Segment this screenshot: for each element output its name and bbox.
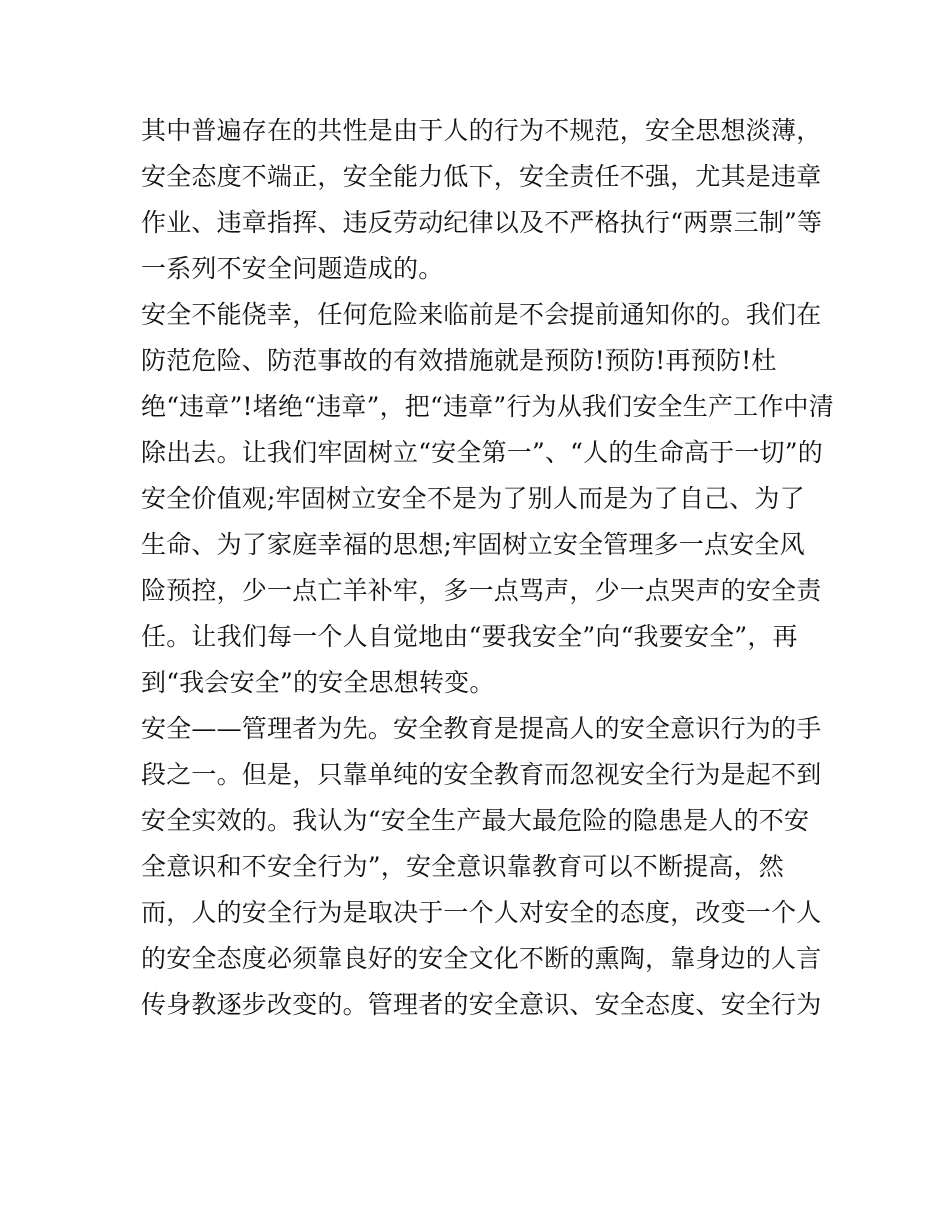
text-line: 作业、违章指挥、违反劳动纪律以及不严格执行“两票三制”等	[141, 208, 823, 237]
text-line: 安全不能侥幸，任何危险来临前是不会提前通知你的。我们在	[141, 300, 822, 329]
text-line: 到“我会安全”的安全思想转变。	[141, 668, 495, 697]
text-line: 安全——管理者为先。安全教育是提高人的安全意识行为的手	[141, 714, 822, 743]
text-line: 任。让我们每一个人自觉地由“要我安全”向“我要安全”，再	[141, 622, 798, 651]
text-line: 其中普遍存在的共性是由于人的行为不规范，安全思想淡薄，	[141, 116, 822, 145]
text-line: 全意识和不安全行为”，安全意识靠教育可以不断提高，然	[141, 852, 784, 881]
text-line: 的安全态度必须靠良好的安全文化不断的熏陶，靠身边的人言	[141, 944, 822, 973]
text-line: 防范危险、防范事故的有效措施就是预防!预防!再预防!杜	[141, 346, 777, 375]
text-line: 除出去。让我们牢固树立“安全第一”、“人的生命高于一切”的	[141, 438, 823, 467]
text-line: 而，人的安全行为是取决于一个人对安全的态度，改变一个人	[141, 898, 822, 927]
text-line: 绝“违章”!堵绝“违章”，把“违章”行为从我们安全生产工作中清	[141, 392, 834, 421]
text-line: 一系列不安全问题造成的。	[141, 254, 444, 283]
text-line: 安全态度不端正，安全能力低下，安全责任不强，尤其是违章	[141, 162, 822, 191]
text-line: 生命、为了家庭幸福的思想;牢固树立安全管理多一点安全风	[141, 530, 805, 559]
text-line: 安全价值观;牢固树立安全不是为了别人而是为了自己、为了	[141, 484, 805, 513]
text-line: 险预控，少一点亡羊补牢，多一点骂声，少一点哭声的安全责	[141, 576, 822, 605]
document-body-text	[141, 108, 834, 1028]
text-line: 安全实效的。我认为“安全生产最大最危险的隐患是人的不安	[141, 806, 810, 835]
text-line: 段之一。但是，只靠单纯的安全教育而忽视安全行为是起不到	[141, 760, 822, 789]
text-line: 传身教逐步改变的。管理者的安全意识、安全态度、安全行为	[141, 990, 822, 1019]
